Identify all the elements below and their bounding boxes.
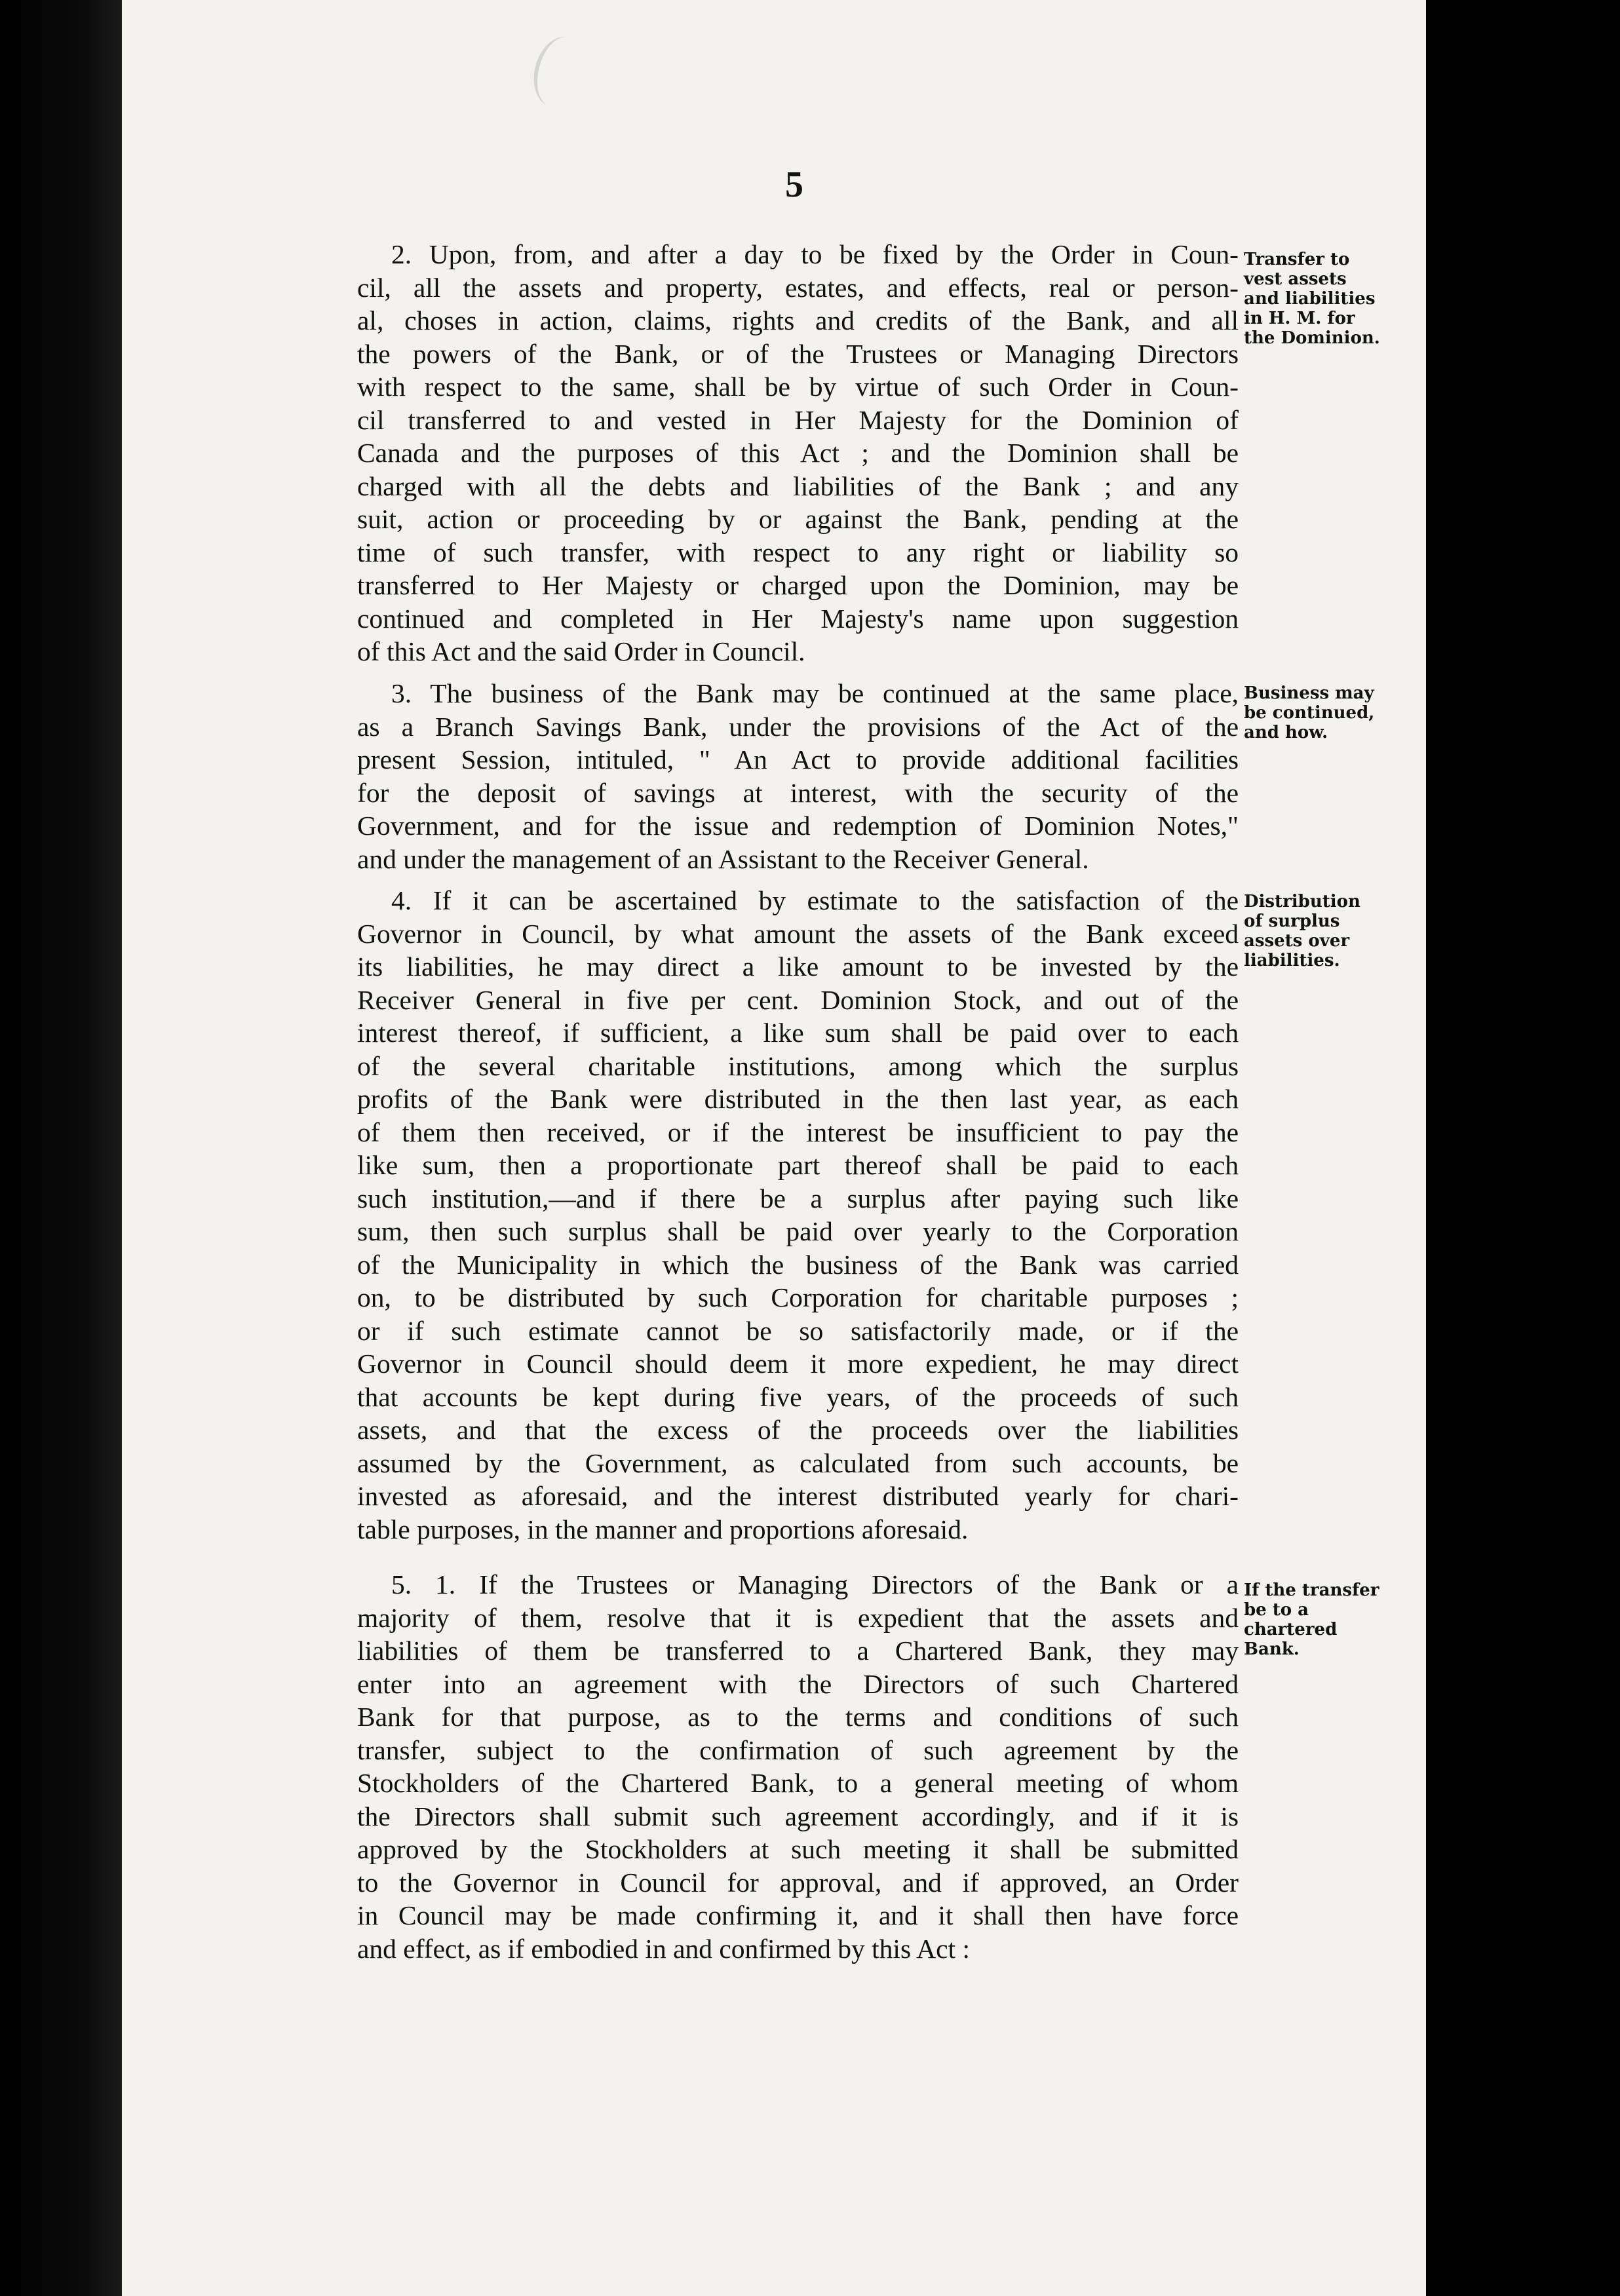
text-line: 3. The business of the Bank may be continued at the same place,: [391, 678, 1239, 708]
text-line: the Directors shall submit such agreement accordingly, and if it is: [357, 1801, 1239, 1831]
text-line: cil, all the assets and property, estates, and effects, real or person-: [357, 272, 1239, 303]
text-line: 2. Upon, from, and after a day to be fixed by the Order in Coun-: [391, 239, 1239, 269]
margin-note-line: in H. M. for: [1244, 309, 1355, 328]
text-line: its liabilities, he may direct a like amount to be invested by the: [357, 951, 1239, 982]
text-line: majority of them, resolve that it is expedient that the assets and: [357, 1602, 1239, 1633]
text-line: and effect, as if embodied in and confirmed by this Act :: [357, 1933, 971, 1964]
text-line: al, choses in action, claims, rights and credits of the Bank, and all: [357, 305, 1239, 335]
text-line: Canada and the purposes of this Act ; and the Dominion shall be: [357, 438, 1239, 468]
margin-note-line: of surplus: [1244, 911, 1340, 931]
section-3: [357, 677, 1239, 875]
text-line: and under the management of an Assistant to the Receiver General.: [357, 843, 1089, 874]
margin-note-line: Business may: [1244, 683, 1374, 703]
text-line: such institution,—and if there be a surplus after paying such like: [357, 1183, 1239, 1214]
text-line: like sum, then a proportionate part thereof shall be paid to each: [357, 1150, 1239, 1180]
section-4: [357, 884, 1239, 1546]
section-paragraph: [357, 677, 1239, 875]
text-line: approved by the Stockholders at such meeting it shall be submitted: [357, 1834, 1239, 1864]
text-line: assumed by the Government, as calculated from such accounts, be: [357, 1447, 1239, 1478]
text-line: charged with all the debts and liabilities of the Bank ; and any: [357, 470, 1239, 501]
margin-note-line: and how.: [1244, 723, 1328, 742]
text-line: assets, and that the excess of the proceeds over the liabilities: [357, 1415, 1239, 1445]
text-line: Government, and for the issue and redemption of Dominion Notes,": [357, 811, 1239, 841]
text-line: continued and completed in Her Majesty's name upon suggestion: [357, 603, 1239, 634]
text-line: suit, action or proceeding by or against the Bank, pending at the: [357, 504, 1239, 534]
text-line: as a Branch Savings Bank, under the provisions of the Act of the: [357, 711, 1239, 742]
page-number: 5: [785, 164, 803, 205]
text-line: with respect to the same, shall be by virtue of such Order in Coun-: [357, 372, 1239, 402]
text-line: of them then received, or if the interest be insufficient to pay the: [357, 1117, 1239, 1147]
text-line: of the several charitable institutions, among which the surplus: [357, 1050, 1239, 1081]
text-line: Governor in Council should deem it more expedient, he may direct: [357, 1349, 1239, 1379]
text-line: or if such estimate cannot be so satisfactorily made, or if the: [357, 1315, 1239, 1346]
margin-note-line: assets over: [1244, 931, 1350, 951]
margin-note-line: Transfer to: [1244, 250, 1350, 269]
margin-note-section-2: [1244, 250, 1401, 348]
text-line: cil transferred to and vested in Her Majesty for the Dominion of: [357, 404, 1239, 435]
margin-note-line: liabilities.: [1244, 951, 1340, 970]
section-paragraph: [357, 884, 1239, 1546]
text-line: sum, then such surplus shall be paid over yearly to the Corporation: [357, 1216, 1239, 1246]
text-line: the powers of the Bank, or of the Trustees or Managing Directors: [357, 338, 1239, 369]
text-line: interest thereof, if sufficient, a like sum shall be paid over to each: [357, 1018, 1239, 1048]
margin-note-line: Distribution: [1244, 892, 1360, 911]
scan-left-edge: [0, 0, 122, 2296]
text-line: of this Act and the said Order in Council.: [357, 636, 805, 666]
margin-note-line: the Dominion.: [1244, 328, 1380, 348]
section-paragraph: [357, 238, 1239, 668]
margin-note-line: be to a: [1244, 1600, 1309, 1620]
margin-note-line: chartered: [1244, 1620, 1338, 1639]
text-line: 4. If it can be ascertained by estimate to the satisfaction of the: [391, 885, 1239, 915]
scan-right-edge: [1426, 0, 1620, 2296]
margin-note-line: and liabilities: [1244, 289, 1376, 309]
text-line: invested as aforesaid, and the interest distributed yearly for chari-: [357, 1481, 1239, 1511]
text-line: in Council may be made confirming it, and it shall then have force: [357, 1900, 1239, 1930]
text-line: Bank for that purpose, as to the terms and conditions of such: [357, 1702, 1239, 1732]
text-line: on, to be distributed by such Corporation for charitable purposes ;: [357, 1282, 1239, 1312]
scan-smudge: [526, 31, 593, 113]
text-line: liabilities of them be transferred to a Chartered Bank, they may: [357, 1636, 1239, 1666]
margin-note-section-3: [1244, 683, 1401, 742]
section-2: [357, 238, 1239, 668]
text-line: enter into an agreement with the Directors of such Chartered: [357, 1668, 1239, 1699]
margin-note-line: be continued,: [1244, 703, 1375, 723]
margin-note-section-4: [1244, 892, 1401, 970]
text-line: 5. 1. If the Trustees or Managing Directors of the Bank or a: [391, 1569, 1239, 1599]
text-line: table purposes, in the manner and proportions aforesaid.: [357, 1514, 969, 1544]
text-line: for the deposit of savings at interest, with the security of the: [357, 777, 1239, 808]
margin-note-line: Bank.: [1244, 1639, 1300, 1659]
section-paragraph: [357, 1568, 1239, 1965]
text-line: Governor in Council, by what amount the assets of the Bank exceed: [357, 918, 1239, 949]
section-5: [357, 1568, 1239, 1965]
text-line: Stockholders of the Chartered Bank, to a general meeting of whom: [357, 1768, 1239, 1798]
text-line: to the Governor in Council for approval, and if approved, an Order: [357, 1867, 1239, 1898]
text-line: transfer, subject to the confirmation of such agreement by the: [357, 1734, 1239, 1765]
text-line: present Session, intituled, " An Act to provide additional facilities: [357, 744, 1239, 775]
margin-note-line: If the transfer: [1244, 1580, 1379, 1600]
text-line: of the Municipality in which the business of the Bank was carried: [357, 1249, 1239, 1280]
margin-note-section-5: [1244, 1580, 1401, 1659]
text-line: that accounts be kept during five years, of the proceeds of such: [357, 1381, 1239, 1412]
text-line: time of such transfer, with respect to any right or liability so: [357, 537, 1239, 567]
text-line: Receiver General in five per cent. Dominion Stock, and out of the: [357, 984, 1239, 1015]
text-line: transferred to Her Majesty or charged upon the Dominion, may be: [357, 570, 1239, 600]
text-line: profits of the Bank were distributed in the then last year, as each: [357, 1084, 1239, 1114]
margin-note-line: vest assets: [1244, 269, 1347, 289]
